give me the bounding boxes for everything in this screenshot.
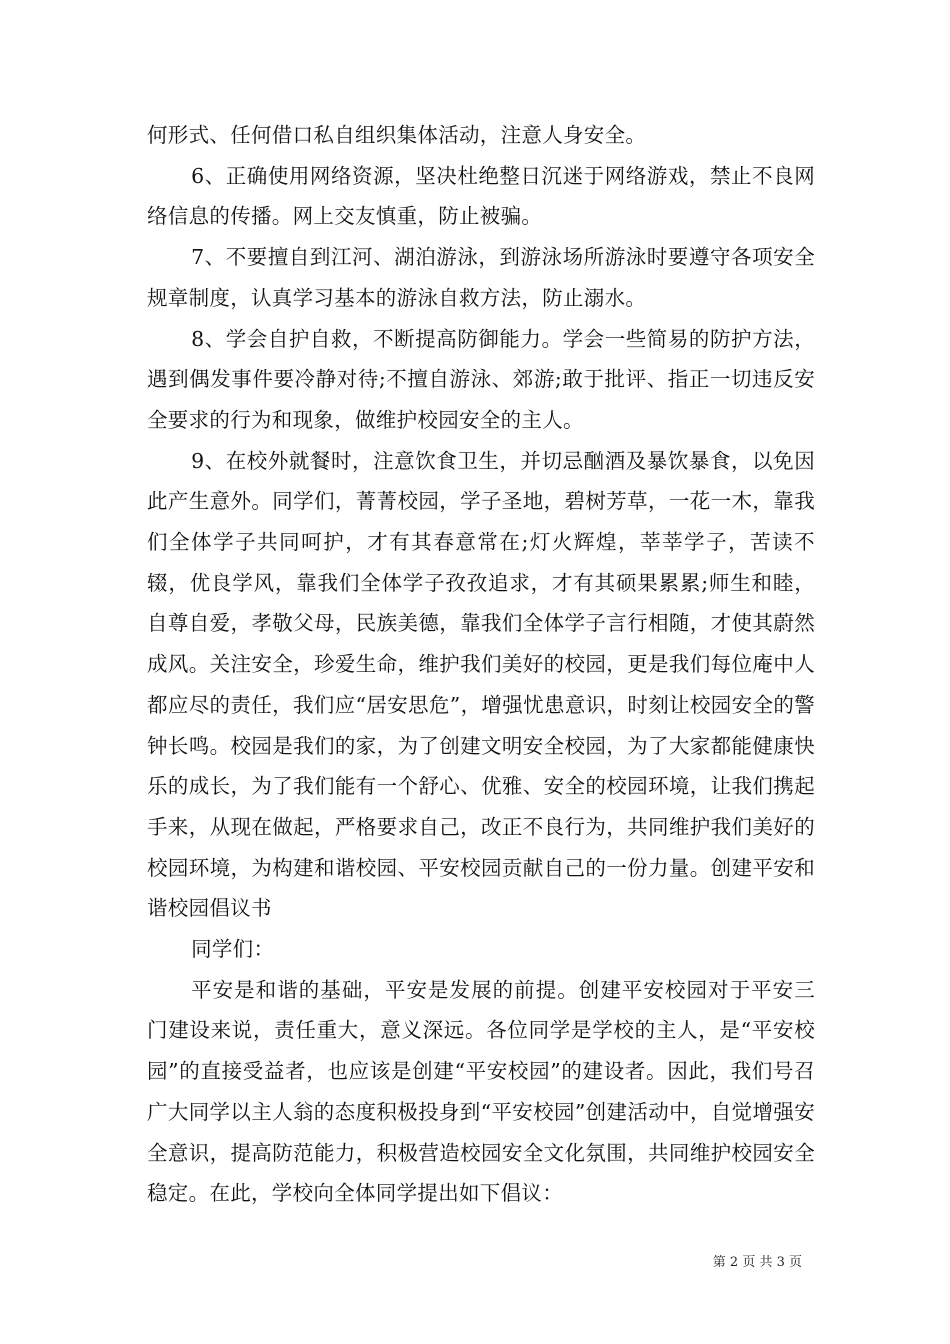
paragraph-salutation: 同学们：: [191, 937, 275, 962]
document-body: [147, 115, 815, 1214]
page-number-footer: 第 2 页 共 3 页: [712, 1255, 802, 1270]
paragraph-proposal: 平安是和谐的基础，平安是发展的前提。创建平安校园对于平安三门建设来说，责任重大，意义深远。各位同学是学校的主人，是“平安校园”的直接受益者，也应该是创建“平安校园”的建设者。因此，我们号召广大同学以主人翁的态度积极投身到“平安校园”创建活动中，自觉增强安全意识，提高防范能力，积极营造校园安全文化氛围，共同维护校园安全稳定。在此，学校向全体同学提出如下倡议：: [147, 977, 815, 1206]
paragraph-item-7: 7、不要擅自到江河、湖泊游泳，到游泳场所游泳时要遵守各项安全规章制度，认真学习基本的游泳自救方法，防止溺水。: [147, 245, 815, 310]
paragraph-item-6: 6、正确使用网络资源，坚决杜绝整日沉迷于网络游戏，禁止不良网络信息的传播。网上交友慎重，防止被骗。: [147, 163, 815, 229]
paragraph-item-8: 8、学会自护自救，不断提高防御能力。学会一些简易的防护方法，遇到偶发事件要冷静对待;不擅自游泳、郊游;敢于批评、指正一切违反安全要求的行为和现象，做维护校园安全的主人。: [147, 326, 815, 432]
paragraph-continuation: 何形式、任何借口私自组织集体活动，注意人身安全。: [147, 123, 647, 147]
paragraph-item-9: 9、在校外就餐时，注意饮食卫生，并切忌酗酒及暴饮暴食，以免因此产生意外。同学们，菁菁校园，学子圣地，碧树芳草，一花一木，靠我们全体学子共同呵护，才有其春意常在;灯火辉煌，莘莘学子，苦读不辍，优良学风，靠我们全体学子孜孜追求，才有其硕果累累;师生和睦，自尊自爱，孝敬父母，民族美德，靠我们全体学子言行相随，才使其蔚然成风。关注安全，珍爱生命，维护我们美好的校园，更是我们每位庵中人都应尽的责任，我们应“居安思危”，增强忧患意识，时刻让校园安全的警钟长鸣。校园是我们的家，为了创建文明安全校园，为了大家都能健康快乐的成长，为了我们能有一个舒心、优雅、安全的校园环境，让我们携起手来，从现在做起，严格要求自己，改正不良行为，共同维护我们美好的校园环境，为构建和谐校园、平安校园贡献自己的一份力量。创建平安和谐校园倡议书: [147, 448, 815, 921]
